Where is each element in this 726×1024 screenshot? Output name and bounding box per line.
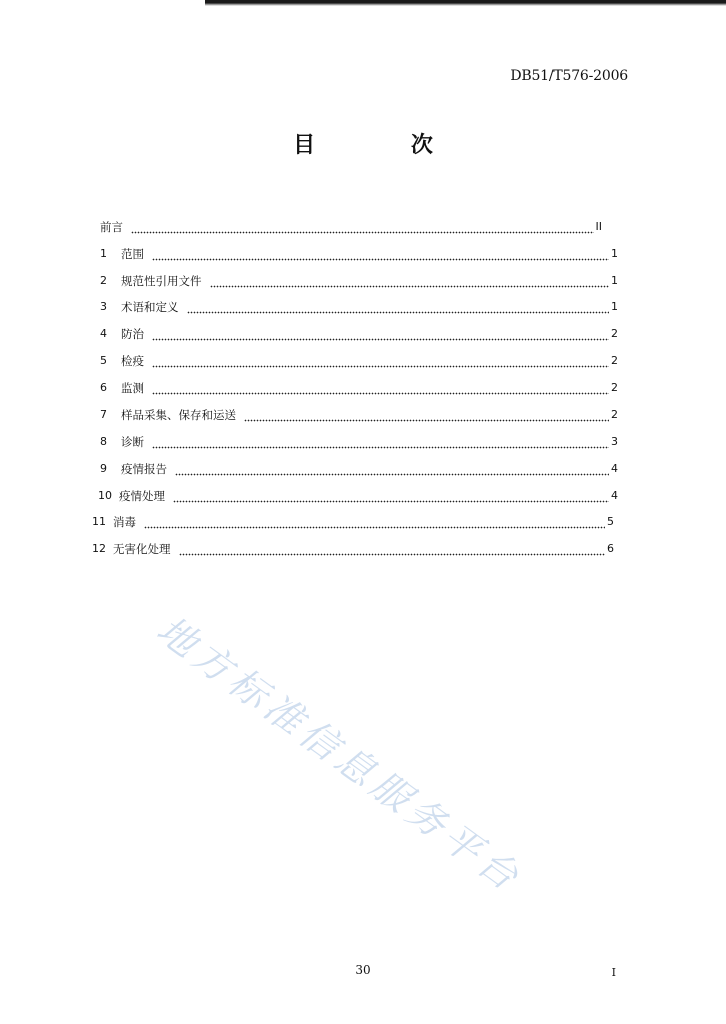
toc-page: 2 <box>611 381 618 394</box>
toc-row[interactable] <box>100 352 618 368</box>
toc-label: 防治 <box>121 327 144 341</box>
toc-label: 诊断 <box>121 435 144 449</box>
toc-row[interactable] <box>98 487 618 503</box>
toc-row[interactable] <box>92 540 614 556</box>
toc-page: 4 <box>611 489 618 502</box>
toc-page: II <box>595 220 602 233</box>
toc-number: 4 <box>100 327 107 340</box>
toc-number: 7 <box>100 408 107 421</box>
table-of-contents <box>0 216 726 576</box>
toc-row[interactable] <box>92 513 614 529</box>
toc-page: 3 <box>611 435 618 448</box>
toc-leader-dots <box>173 489 609 503</box>
toc-number: 2 <box>100 274 107 287</box>
toc-leader-dots <box>210 274 610 288</box>
toc-page: 2 <box>611 327 618 340</box>
toc-number: 11 <box>92 515 106 528</box>
toc-number: 5 <box>100 354 107 367</box>
toc-leader-dots <box>152 247 609 261</box>
document-code: DB51/T576-2006 <box>510 68 628 84</box>
toc-label: 术语和定义 <box>121 300 179 314</box>
toc-number: 3 <box>100 300 107 313</box>
toc-page: 1 <box>611 247 618 260</box>
page-title: 目 次 <box>293 133 477 158</box>
toc-label: 检疫 <box>121 354 144 368</box>
toc-page: 6 <box>607 542 614 555</box>
toc-label: 规范性引用文件 <box>121 274 202 288</box>
toc-label: 无害化处理 <box>113 542 171 556</box>
toc-row[interactable] <box>100 272 618 288</box>
watermark: 地方标准信息服务平台 <box>148 607 531 902</box>
toc-leader-dots <box>152 327 609 341</box>
toc-row[interactable] <box>100 433 618 449</box>
toc-number: 9 <box>100 462 107 475</box>
toc-leader-dots <box>187 300 610 314</box>
toc-row[interactable] <box>100 406 618 422</box>
toc-page: 2 <box>611 408 618 421</box>
toc-row[interactable] <box>100 298 618 314</box>
toc-leader-dots <box>179 542 606 556</box>
toc-page: 1 <box>611 300 618 313</box>
toc-number: 12 <box>92 542 106 555</box>
toc-label: 疫情报告 <box>121 462 167 476</box>
toc-leader-dots <box>152 354 609 368</box>
toc-row[interactable] <box>100 379 618 395</box>
toc-leader-dots <box>152 435 609 449</box>
toc-leader-dots <box>131 220 594 234</box>
toc-number: 1 <box>100 247 107 260</box>
toc-row[interactable] <box>100 460 618 476</box>
toc-leader-dots <box>175 462 609 476</box>
toc-leader-dots <box>244 408 609 422</box>
toc-number: 10 <box>98 489 112 502</box>
toc-row[interactable] <box>100 245 618 261</box>
toc-label: 样品采集、保存和运送 <box>121 408 236 422</box>
toc-label: 前言 <box>100 220 123 234</box>
toc-row[interactable] <box>100 325 618 341</box>
toc-label: 消毒 <box>113 515 136 529</box>
toc-label: 疫情处理 <box>119 489 165 503</box>
toc-page: 2 <box>611 354 618 367</box>
toc-row[interactable] <box>100 218 602 234</box>
toc-number: 6 <box>100 381 107 394</box>
toc-leader-dots <box>144 515 605 529</box>
toc-number: 8 <box>100 435 107 448</box>
toc-page: 1 <box>611 274 618 287</box>
toc-leader-dots <box>152 381 609 395</box>
page-number: 30 <box>355 963 371 977</box>
top-border-line <box>205 0 726 6</box>
toc-label: 监测 <box>121 381 144 395</box>
toc-page: 5 <box>607 515 614 528</box>
roman-page-number: I <box>611 966 616 979</box>
toc-page: 4 <box>611 462 618 475</box>
toc-label: 范围 <box>121 247 144 261</box>
